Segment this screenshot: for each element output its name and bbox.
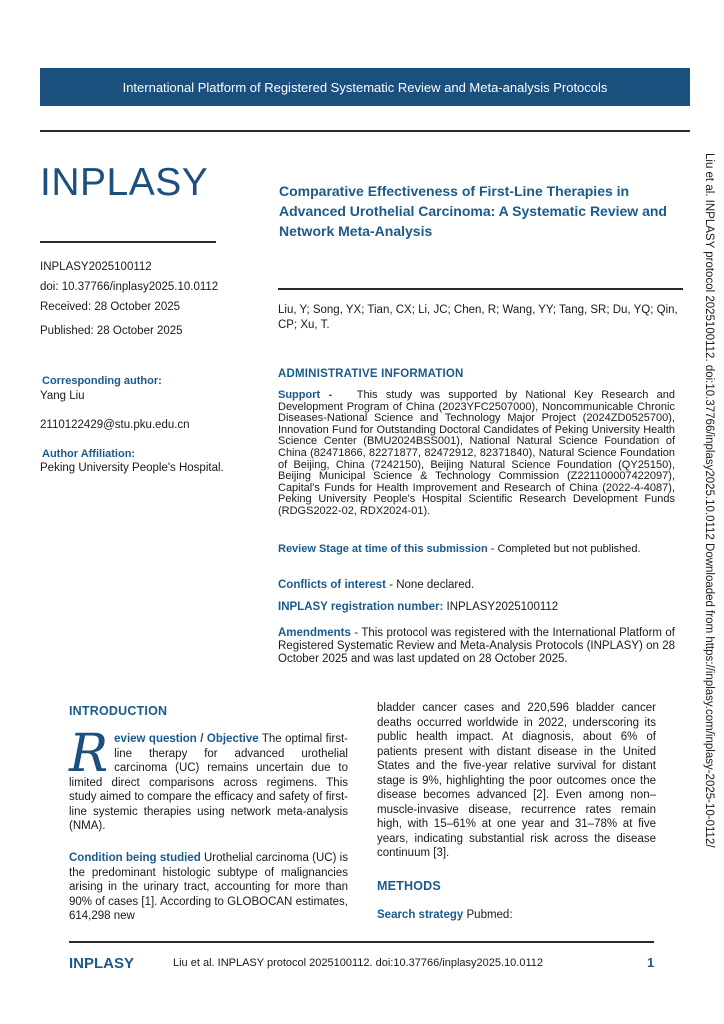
introduction-heading: INTRODUCTION xyxy=(69,704,168,718)
methods-heading: METHODS xyxy=(377,879,441,893)
logo-divider xyxy=(40,241,216,243)
review-question-text: The optimal first-line therapy for advanced urothelial carcinoma (UC) remains uncertain due to limited direct comparisons across regimens. This study aimed to compare the efficacy and safety of first-line systemic therapies using network meta-analysis (NMA). xyxy=(69,733,348,832)
registration-number-paragraph xyxy=(278,602,675,614)
condition-label: Condition being studied xyxy=(69,852,201,864)
review-stage-paragraph xyxy=(278,544,675,556)
review-stage-label: Review Stage at time of this submission xyxy=(278,543,488,555)
amendments-label: Amendments xyxy=(278,627,351,639)
title-divider xyxy=(278,288,683,290)
search-strategy-text: Pubmed: xyxy=(466,909,513,921)
published-date: Published: 28 October 2025 xyxy=(40,325,183,337)
support-paragraph xyxy=(278,390,675,518)
footer-logo: INPLASY xyxy=(69,955,135,972)
support-label: Support - xyxy=(278,389,333,401)
corresponding-author-name: Yang Liu xyxy=(40,390,85,402)
conflicts-paragraph xyxy=(278,580,675,592)
inplasy-logo: INPLASY xyxy=(40,161,209,204)
review-question-paragraph xyxy=(69,724,348,834)
article-title: Comparative Effectiveness of First-Line Therapies in Advanced Urothelial Carcinoma: A Systematic Review and Network Meta-Analysis xyxy=(279,183,667,239)
author-list: Liu, Y; Song, YX; Tian, CX; Li, JC; Chen, R; Wang, YY; Tang, SR; Du, YQ; Qin, CP; Xu, T. xyxy=(278,304,678,331)
header-banner xyxy=(40,68,690,106)
condition-paragraph xyxy=(69,851,348,924)
registration-number-text: INPLASY2025100112 xyxy=(446,601,559,613)
footer-divider xyxy=(69,941,654,943)
author-affiliation: Peking University People's Hospital. xyxy=(40,462,224,474)
banner-text: International Platform of Registered Systematic Review and Meta-analysis Protocols xyxy=(122,79,608,95)
received-date: Received: 28 October 2025 xyxy=(40,301,181,313)
side-download-note: Liu et al. INPLASY protocol 2025100112. doi:10.37766/inplasy2025.10.0112 Downloaded from https://inplasy.com/inplasy-2025-10-0112/ xyxy=(703,153,715,848)
doi[interactable]: doi: 10.37766/inplasy2025.10.0112 xyxy=(40,281,219,293)
introduction-continued: bladder cancer cases and 220,596 bladder cancer deaths occurred worldwide in 2022, underscoring its public health impact. At diagnosis, about 6% of patients present with distant disease in the United States and the five-year relative survival for distant stage is 9%, highlighting the poor outcomes once the disease becomes advanced [2]. Even among non–muscle-invasive disease, recurrence rates remain high, with 15–61% at one year and 31–78% at five years, indicating substantial risk across the disease continuum [3]. xyxy=(377,702,656,859)
support-text: This study was supported by National Key Research and Development Program of China (2023YFC2507000), Noncommunicable Chronic Diseases-National Science and Technology Major Project (2024ZD0525700), Innovation Fund for Outstanding Doctoral Candidates of Peking University Health Science Center (BMU2024BSS001), National Natural Science Foundation of China (82471866, 82271877, 82472912, 82371840), Natural Science Foundation of Beijing, China (7242150), Beijing Natural Science Foundation (QY25150), Beijing Municipal Science & Technology Commission (Z221100007422097), Capital's Funds for Health Improvement and Research of China (2022-4-4087), Peking University People's Hospital Scientific Research Development Funds (RDGS2022-02, RDX2024-01). xyxy=(278,389,675,517)
review-stage-text: - Completed but not published. xyxy=(490,543,641,555)
author-affiliation-label: Author Affiliation: xyxy=(42,448,136,460)
search-strategy-paragraph xyxy=(377,908,656,923)
dropcap-letter: R xyxy=(69,724,109,784)
admin-info-heading: ADMINISTRATIVE INFORMATION xyxy=(278,368,464,380)
conflicts-text: - None declared. xyxy=(389,579,475,591)
top-divider xyxy=(40,130,690,132)
amendments-text: - This protocol was registered with the International Platform of Registered Systematic Review and Meta-Analysis Protocols (INPLASY) on 28 October 2025 and was last updated on 28 October 2025. xyxy=(278,627,675,665)
page-number: 1 xyxy=(647,955,655,970)
registration-number-label: INPLASY registration number: xyxy=(278,601,444,613)
registration-id: INPLASY2025100112 xyxy=(40,261,152,273)
corresponding-author-email[interactable]: 2110122429@stu.pku.edu.cn xyxy=(40,419,190,431)
search-strategy-label: Search strategy xyxy=(377,909,464,921)
review-question-label: eview question / Objective xyxy=(114,733,259,745)
condition-text: Urothelial carcinoma (UC) is the predominant histologic subtype of malignancies arising in the urinary tract, accounting for more than 90% of cases [1]. According to GLOBOCAN estimates, 614,298 new xyxy=(69,852,348,922)
conflicts-label: Conflicts of interest xyxy=(278,579,386,591)
amendments-paragraph xyxy=(278,627,675,666)
footer-citation: Liu et al. INPLASY protocol 2025100112. doi:10.37766/inplasy2025.10.0112 xyxy=(173,957,544,969)
corresponding-author-label: Corresponding author: xyxy=(42,375,162,387)
